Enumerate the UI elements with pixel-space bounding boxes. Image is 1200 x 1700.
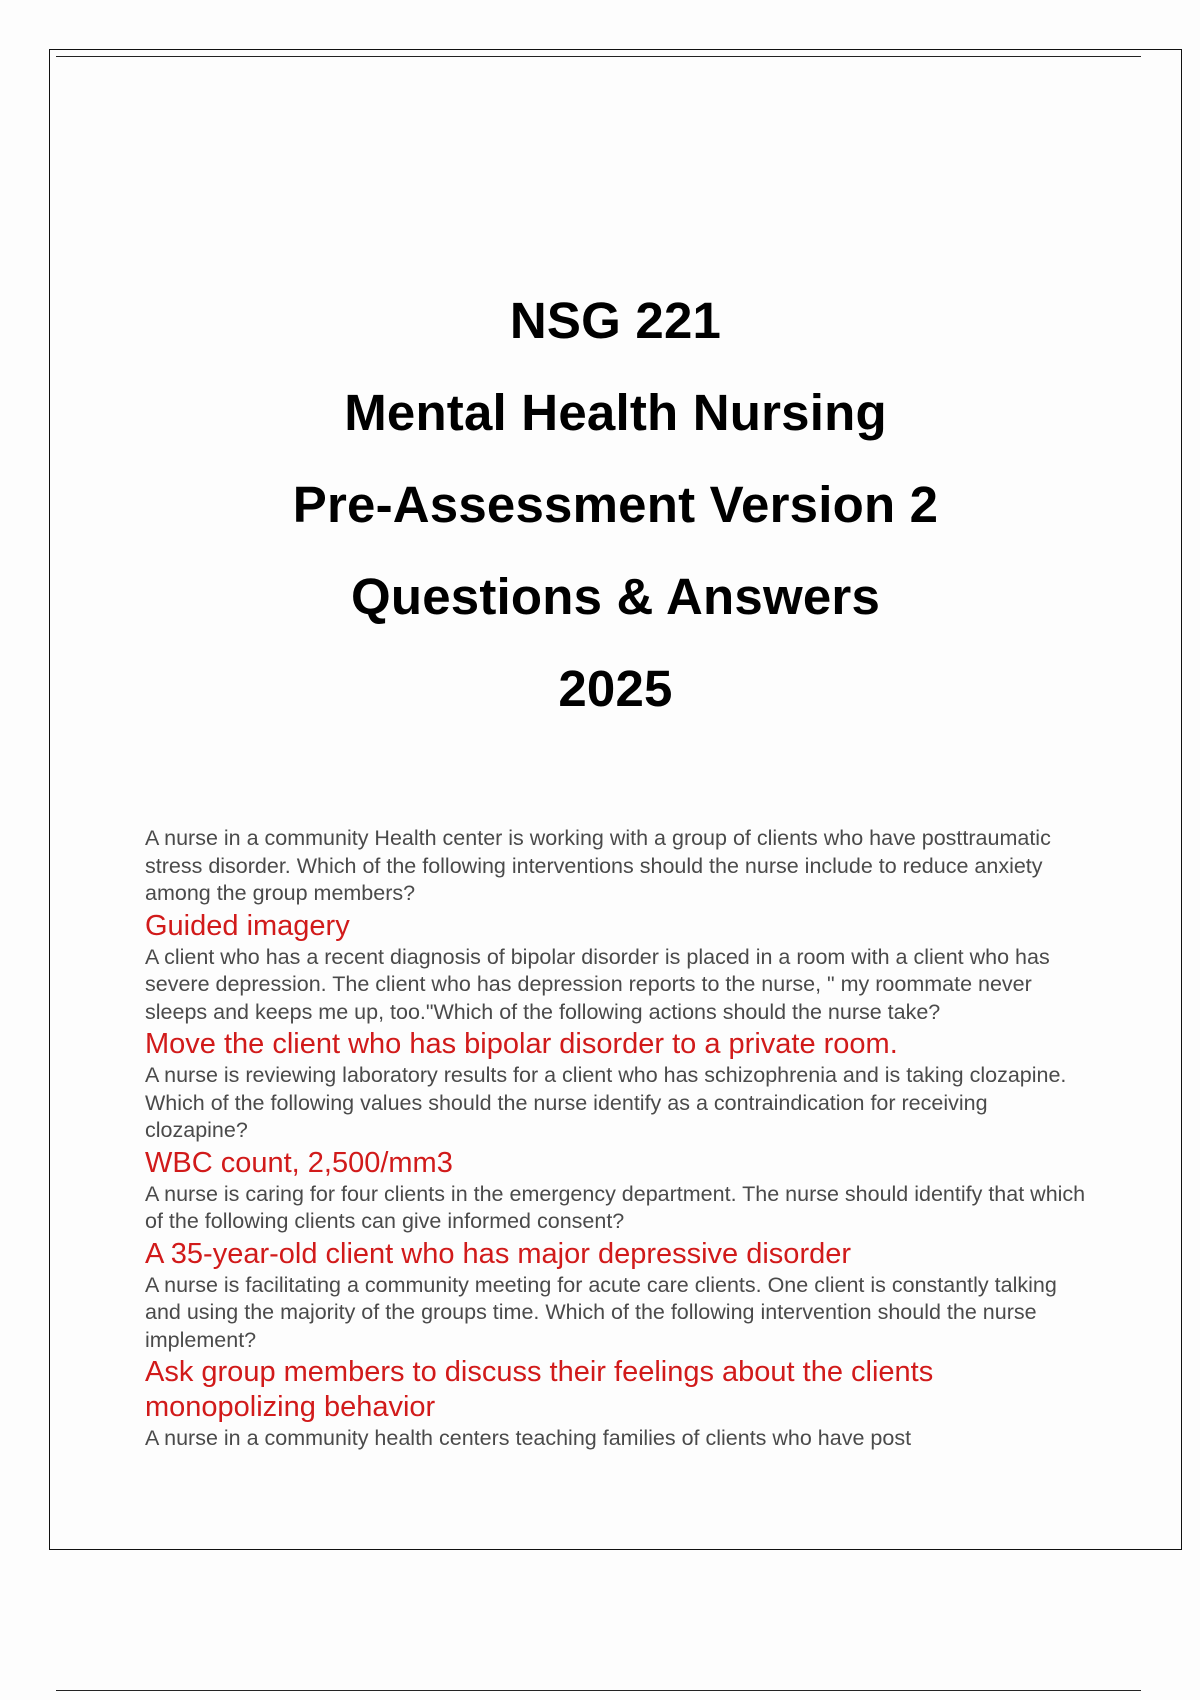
answer-1: Guided imagery bbox=[145, 909, 350, 942]
document-title bbox=[49, 275, 1182, 735]
title-assessment: Pre-Assessment Version 2 bbox=[292, 476, 939, 533]
title-qa: Questions & Answers bbox=[350, 568, 881, 625]
title-year: 2025 bbox=[558, 660, 673, 717]
question-6-partial: A nurse in a community health centers teaching families of clients who have post bbox=[145, 1426, 912, 1450]
question-answer-list bbox=[145, 825, 1095, 1453]
question-2: A client who has a recent diagnosis of bipolar disorder is placed in a room with a client who has severe depression. The client who has depression reports to the nurse, " my roommate never sleeps and keeps me up, too."Which of the following actions should the nurse take? bbox=[145, 944, 1050, 1024]
title-course-name: Mental Health Nursing bbox=[344, 384, 887, 441]
question-1: A nurse in a community Health center is working with a group of clients who have posttraumatic stress disorder. Which of the following interventions should the nurse include to reduce anxiety among the group members? bbox=[145, 826, 1051, 905]
answer-5: Ask group members to discuss their feelings about the clients monopolizing behavior bbox=[145, 1356, 934, 1423]
answer-3: WBC count, 2,500/mm3 bbox=[145, 1146, 453, 1179]
question-3: A nurse is reviewing laboratory results for a client who has schizophrenia and is taking clozapine. Which of the following values should the nurse identify as a contraindication for receiving clozapine? bbox=[145, 1063, 1067, 1142]
answer-2: Move the client who has bipolar disorder to a private room. bbox=[145, 1028, 898, 1060]
top-rule bbox=[56, 56, 1141, 57]
answer-4: A 35-year-old client who has major depressive disorder bbox=[145, 1237, 852, 1270]
question-5: A nurse is facilitating a community meeting for acute care clients. One client is constantly talking and using the majority of the groups time. Which of the following intervention should the nurse implement? bbox=[145, 1272, 1057, 1352]
title-course-code: NSG 221 bbox=[509, 292, 722, 349]
bottom-rule bbox=[56, 1690, 1141, 1691]
question-4: A nurse is caring for four clients in the emergency department. The nurse should identify that which of the following clients can give informed consent? bbox=[145, 1181, 1086, 1233]
